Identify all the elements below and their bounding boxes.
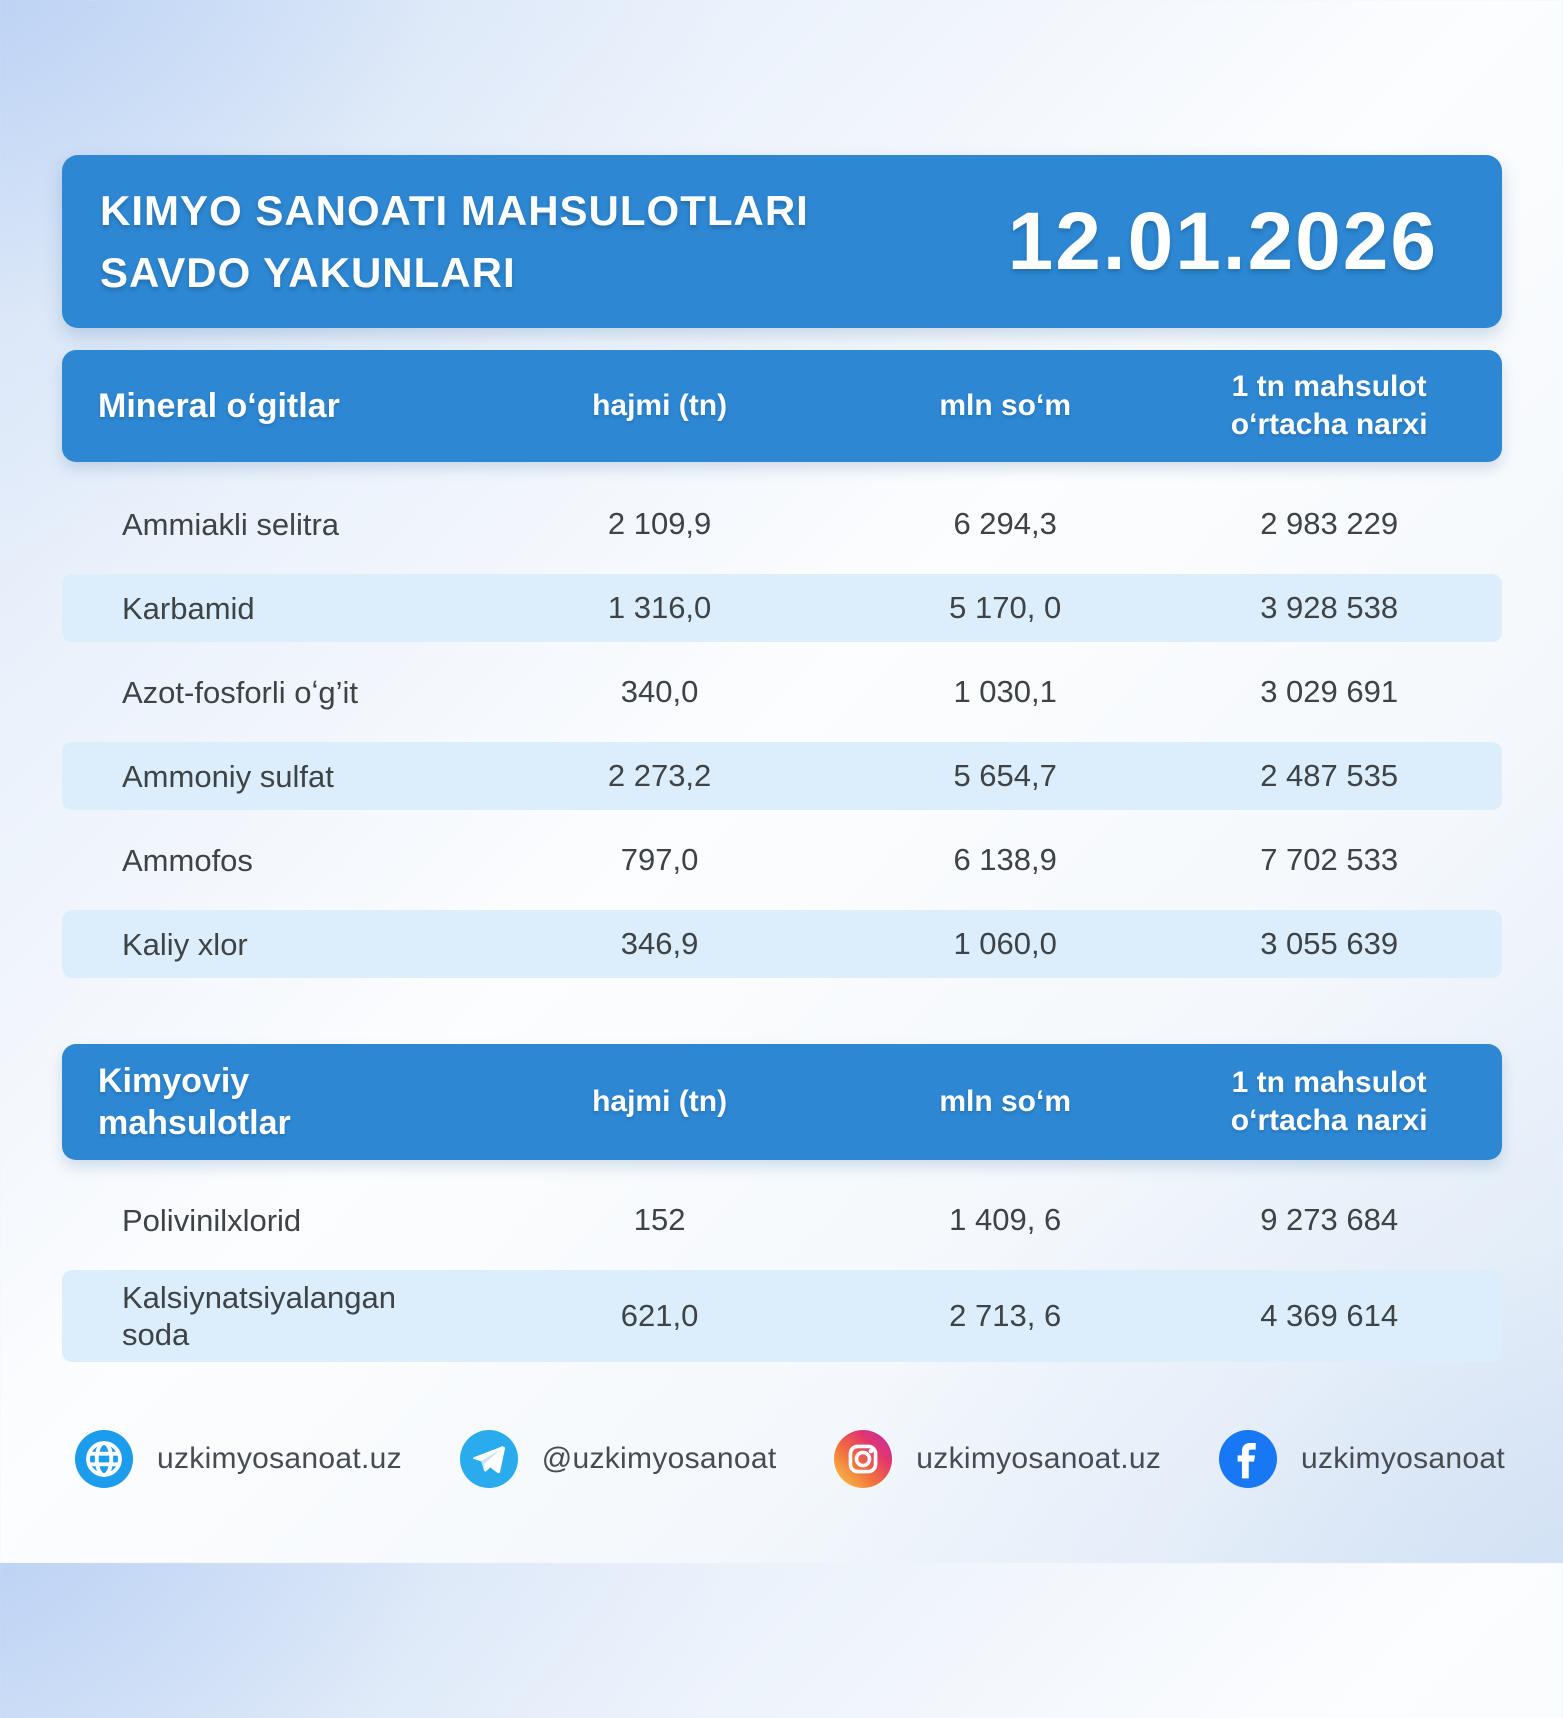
table-row bbox=[62, 1186, 1502, 1254]
column-header-sum: mln soʻm bbox=[939, 389, 1072, 422]
footer-facebook-link[interactable] bbox=[1219, 1430, 1505, 1488]
product-name: Ammofos bbox=[122, 842, 253, 878]
website-label: uzkimyosanoat.uz bbox=[157, 1442, 402, 1475]
page-title-line1: KIMYO SANOATI MAHSULOTLARI bbox=[100, 186, 809, 234]
product-sum: 5 170, 0 bbox=[949, 590, 1062, 625]
table-row bbox=[62, 742, 1502, 810]
product-name: Kalsiynatsiyalangan soda bbox=[122, 1280, 397, 1352]
column-header-sum: mln soʻm bbox=[939, 1085, 1072, 1118]
product-price: 2 983 229 bbox=[1260, 506, 1399, 541]
instagram-icon bbox=[834, 1430, 892, 1488]
product-name: Polivinilxlorid bbox=[122, 1202, 302, 1238]
product-price: 4 369 614 bbox=[1260, 1298, 1399, 1333]
column-header-volume: hajmi (tn) bbox=[592, 389, 728, 422]
product-sum: 1 060,0 bbox=[953, 926, 1057, 961]
table-mineral-rows bbox=[62, 490, 1502, 978]
table-mineral-title: Mineral oʻgitlar bbox=[98, 387, 340, 425]
table-row bbox=[62, 490, 1502, 558]
facebook-label: uzkimyosanoat bbox=[1301, 1442, 1505, 1475]
table-row bbox=[62, 658, 1502, 726]
telegram-icon bbox=[460, 1430, 518, 1488]
product-volume: 2 273,2 bbox=[607, 758, 712, 793]
table-row bbox=[62, 910, 1502, 978]
page-title bbox=[100, 180, 809, 304]
product-volume: 152 bbox=[633, 1202, 686, 1237]
product-volume: 2 109,9 bbox=[607, 506, 712, 541]
table-mineral-header bbox=[62, 350, 1502, 462]
product-volume: 797,0 bbox=[620, 842, 699, 877]
product-name: Kaliy xlor bbox=[122, 926, 248, 962]
product-price: 3 029 691 bbox=[1260, 674, 1399, 709]
report-date: 12.01.2026 bbox=[1007, 195, 1438, 287]
product-name: Azot-fosforli oʻg’it bbox=[122, 674, 359, 710]
product-sum: 2 713, 6 bbox=[949, 1298, 1062, 1333]
product-volume: 621,0 bbox=[620, 1298, 699, 1333]
table-chemical-rows bbox=[62, 1186, 1502, 1362]
product-name: Ammiakli selitra bbox=[122, 506, 340, 542]
table-row bbox=[62, 826, 1502, 894]
product-sum: 1 409, 6 bbox=[949, 1202, 1062, 1237]
product-sum: 6 294,3 bbox=[953, 506, 1057, 541]
page-title-line2: SAVDO YAKUNLARI bbox=[100, 248, 516, 296]
product-volume: 346,9 bbox=[620, 926, 699, 961]
product-sum: 1 030,1 bbox=[953, 674, 1057, 709]
table-row bbox=[62, 574, 1502, 642]
product-price: 7 702 533 bbox=[1260, 842, 1399, 877]
column-header-price: 1 tn mahsulot oʻrtacha narxi bbox=[1230, 1066, 1428, 1137]
product-volume: 1 316,0 bbox=[607, 590, 712, 625]
product-sum: 6 138,9 bbox=[953, 842, 1057, 877]
header-card bbox=[62, 155, 1502, 328]
globe-icon bbox=[75, 1430, 133, 1488]
column-header-price: 1 tn mahsulot oʻrtacha narxi bbox=[1230, 370, 1428, 441]
product-price: 3 055 639 bbox=[1260, 926, 1399, 961]
spacer bbox=[0, 994, 1563, 1022]
table-chemical-header bbox=[62, 1044, 1502, 1160]
telegram-label: @uzkimyosanoat bbox=[541, 1442, 777, 1475]
facebook-icon bbox=[1219, 1430, 1277, 1488]
footer-social-bar bbox=[75, 1430, 1505, 1488]
product-price: 2 487 535 bbox=[1260, 758, 1399, 793]
footer-instagram-link[interactable] bbox=[834, 1430, 1161, 1488]
footer-website-link[interactable] bbox=[75, 1430, 402, 1488]
product-price: 9 273 684 bbox=[1260, 1202, 1399, 1237]
product-volume: 340,0 bbox=[620, 674, 699, 709]
table-chemical-title: Kimyoviy mahsulotlar bbox=[98, 1062, 291, 1142]
product-name: Ammoniy sulfat bbox=[122, 758, 334, 794]
product-price: 3 928 538 bbox=[1260, 590, 1399, 625]
instagram-label: uzkimyosanoat.uz bbox=[916, 1442, 1162, 1475]
table-row bbox=[62, 1270, 1502, 1362]
footer-telegram-link[interactable] bbox=[460, 1430, 777, 1488]
column-header-volume: hajmi (tn) bbox=[592, 1085, 728, 1118]
product-sum: 5 654,7 bbox=[953, 758, 1057, 793]
product-name: Karbamid bbox=[122, 590, 255, 626]
